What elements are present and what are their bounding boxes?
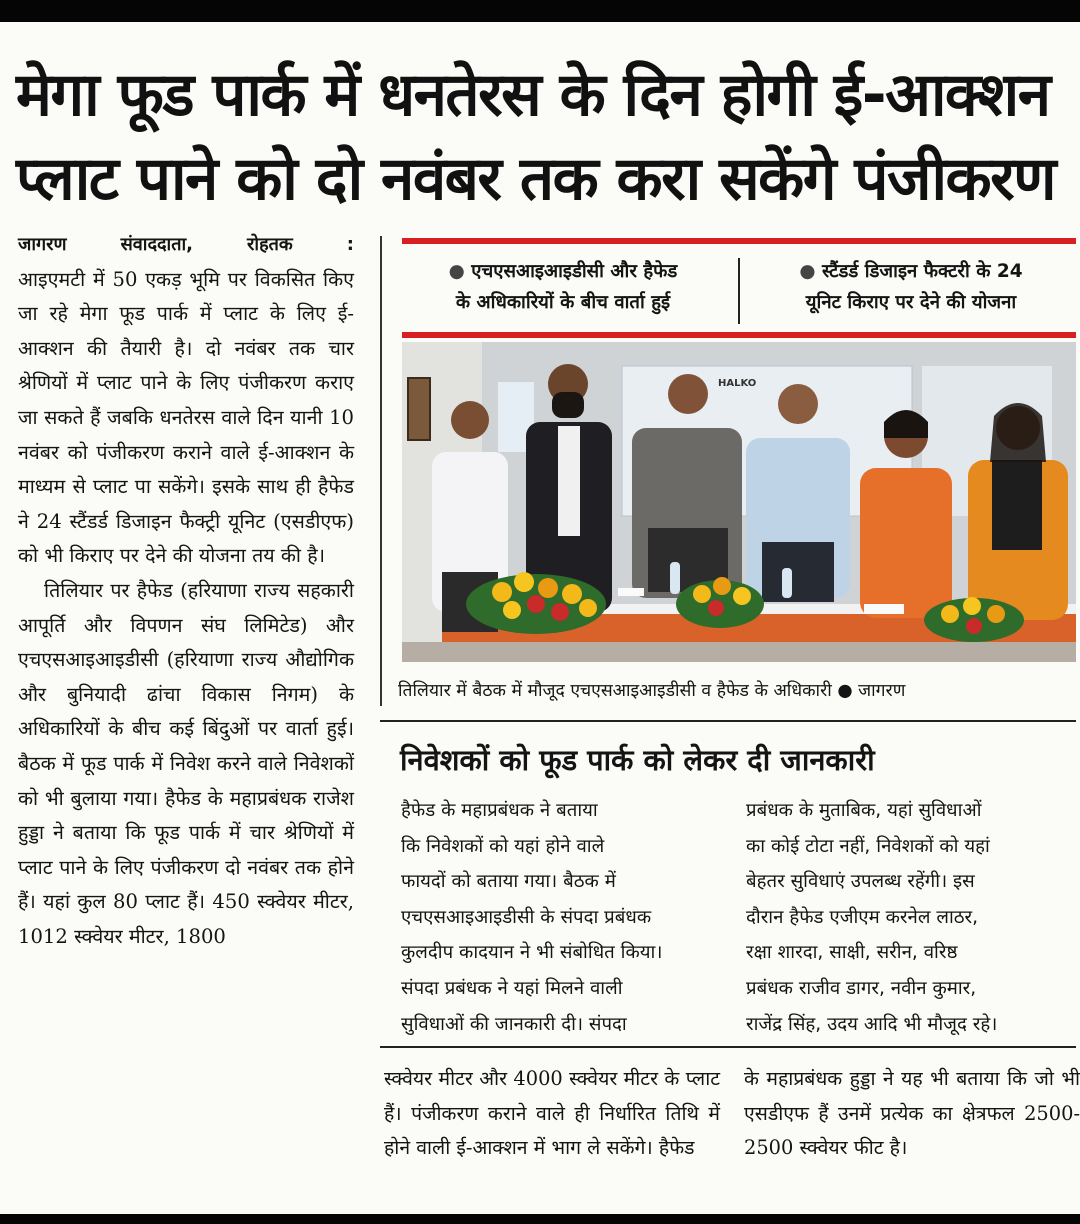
bottom-column-1 — [384, 1062, 720, 1166]
box-line: राजेंद्र सिंह, उदय आदि भी मौजूद रहे। — [746, 1013, 998, 1035]
box-column-1 — [401, 793, 729, 1042]
highlight-1-line-1: एचएसआइआइडीसी और हैफेड — [471, 261, 678, 282]
box-bottom-rule — [380, 1046, 1076, 1048]
highlight-1 — [404, 256, 722, 318]
box-top-rule — [380, 720, 1076, 722]
article-paragraph-2: तिलियार पर हैफेड (हरियाणा राज्य सहकारी आपूर्ति और विपणन संघ लिमिटेड) और एचएसआइआइडीसी (हरियाणा राज्य औद्योगिक और बुनियादी ढांचा विकास निगम) के अधिकारियों के बीच कई बिंदुओं पर वार्ता हुई। बैठक में फूड पार्क में निवेश करने वाले निवेशकों को भी बुलाया गया। हैफेड के महाप्रबंधक राजेश हुड्डा ने बताया कि फूड पार्क में चार श्रेणियों में प्लाट पाने के लिए पंजीकरण दो नवंबर तक होने हैं। यहां कुल 80 प्लाट हैं। 450 स्क्वेयर मीटर, 1012 स्क्वेयर मीटर, 1800 — [18, 578, 354, 948]
highlight-2 — [752, 256, 1070, 318]
top-black-border — [0, 0, 1080, 22]
headline-line-1: मेगा फूड पार्क में धनतेरस के दिन होगी ई-आक्शन — [16, 60, 1050, 130]
box-title: निवेशकों को फूड पार्क को लेकर दी जानकारी — [400, 743, 875, 777]
box-line: कि निवेशकों को यहां होने वाले — [401, 835, 605, 857]
photo-caption: तिलियार में बैठक में मौजूद एचएसआइआइडीसी व हैफेड के अधिकारी ● जागरण — [398, 681, 906, 701]
box-line: का कोई टोटा नहीं, निवेशकों को यहां — [746, 835, 990, 857]
left-article-column — [18, 228, 354, 954]
highlights-bottom-rule — [402, 332, 1076, 338]
bullet-icon: ● — [799, 261, 816, 282]
box-line: फायदों को बताया गया। बैठक में — [401, 871, 616, 893]
meeting-photo — [402, 342, 1076, 662]
headline-line-2: प्लाट पाने को दो नवंबर तक करा सकेंगे पंजीकरण — [16, 144, 1056, 214]
article-paragraph-1: आइएमटी में 50 एकड़ भूमि पर विकसित किए जा रहे मेगा फूड पार्क में प्लाट के लिए ई-आक्शन की तैयारी है। दो नवंबर तक चार श्रेणियों में प्लाट पाने के लिए पंजीकरण कराए जा सकते हैं जबकि धनतेरस वाले दिन यानी 10 नवंबर को पंजीकरण कराने वाले ई-आक्शन के माध्यम से प्लाट पा सकेंगे। इसके साथ ही हैफेड ने 24 स्टैंडर्ड डिजाइन फैक्ट्री यूनिट (एसडीएफ) को भी किराए पर देने की योजना तय की है। — [18, 267, 354, 568]
box-line: दौरान हैफेड एजीएम करनेल लाठर, — [746, 906, 979, 928]
box-line: संपदा प्रबंधक ने यहां मिलने वाली — [401, 977, 623, 999]
byline: जागरण संवाददाता, रोहतक : — [18, 234, 354, 255]
bullet-icon: ● — [448, 261, 465, 282]
box-line: रक्षा शारदा, साक्षी, सरीन, वरिष्ठ — [746, 942, 958, 964]
highlight-2-line-2: यूनिट किराए पर देने की योजना — [805, 292, 1017, 313]
highlight-1-line-2: के अधिकारियों के बीच वार्ता हुई — [455, 292, 671, 313]
box-line: सुविधाओं की जानकारी दी। संपदा — [401, 1013, 627, 1035]
bottom-column-2 — [744, 1062, 1080, 1166]
bottom-black-border — [0, 1214, 1080, 1224]
box-line: प्रबंधक के मुताबिक, यहां सुविधाओं — [746, 800, 982, 821]
banner-text: HALKO — [718, 378, 757, 389]
highlights-top-rule — [402, 238, 1076, 244]
box-column-2 — [746, 793, 1076, 1042]
box-line: हैफेड के महाप्रबंधक ने बताया — [401, 800, 598, 821]
meeting-photo-illustration — [402, 342, 1076, 662]
bottom-paragraph-2: के महाप्रबंधक हुड्डा ने यह भी बताया कि जो भी एसडीएफ हैं उनमें प्रत्येक का क्षेत्रफल 2500-2500 स्क्वेयर फीट है। — [744, 1067, 1080, 1159]
box-line: बेहतर सुविधाएं उपलब्ध रहेंगी। इस — [746, 871, 975, 893]
highlight-divider — [738, 258, 740, 324]
box-line: एचएसआइआइडीसी के संपदा प्रबंधक — [401, 906, 652, 928]
highlight-2-line-1: स्टैंडर्ड डिजाइन फैक्टरी के 24 — [821, 261, 1023, 282]
column-divider — [380, 236, 382, 706]
box-line: कुलदीप कादयान ने भी संबोधित किया। — [401, 942, 663, 964]
bottom-paragraph-1: स्क्वेयर मीटर और 4000 स्क्वेयर मीटर के प्लाट हैं। पंजीकरण कराने वाले ही निर्धारित तिथि में होने वाली ई-आक्शन में भाग ले सकेंगे। हैफेड — [384, 1067, 720, 1159]
box-line: प्रबंधक राजीव डागर, नवीन कुमार, — [746, 977, 977, 999]
